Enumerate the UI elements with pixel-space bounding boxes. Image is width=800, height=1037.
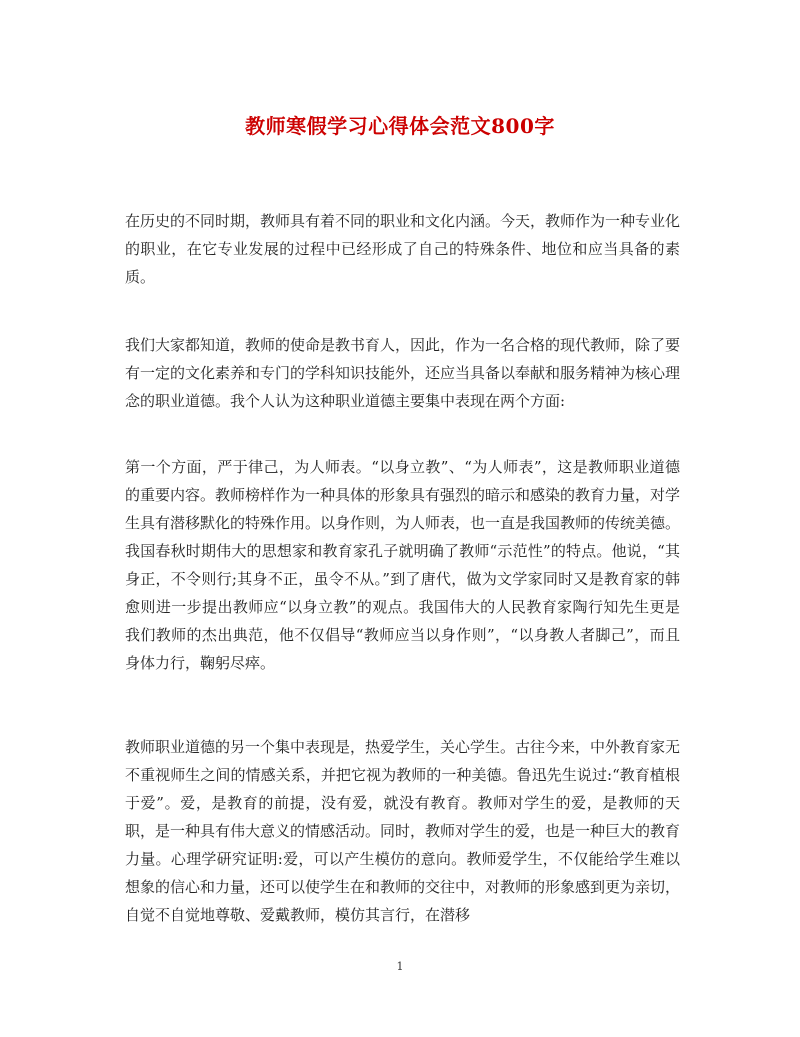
- paragraph-4: [125, 733, 680, 943]
- paragraph-text: 教师职业道德的另一个集中表现是，热爱学生，关心学生。古往今来，中外教育家无不重视师生之间的情感关系，并把它视为教师的一种美德。鲁迅先生说过:“教育植根于爱”。爱，是教育的前提，没有爱，就没有教育。教师对学生的爱，是教师的天职，是一种具有伟大意义的情感活动。同时，教师对学生的爱，也是一种巨大的教育力量。心理学研究证明:爱，可以产生模仿的意向。教师爱学生，不仅能给学生难以想象的信心和力量，还可以使学生在和教师的交往中，对教师的形象感到更为亲切，自觉不自觉地尊敬、爱戴教师，模仿其言行，在潜移: [125, 738, 680, 924]
- paragraph-1: [125, 207, 680, 291]
- page-number: 1: [396, 960, 404, 973]
- paragraph-3: [125, 453, 680, 677]
- document-title: 教师寒假学习心得体会范文800字: [245, 114, 555, 138]
- paragraph-2: [125, 331, 680, 415]
- paragraph-text: 在历史的不同时期，教师具有着不同的职业和文化内涵。今天，教师作为一种专业化的职业，在它专业发展的过程中已经形成了自己的特殊条件、地位和应当具备的素质。: [125, 212, 681, 286]
- paragraph-text: 第一个方面，严于律己，为人师表。“以身立教”、“为人师表”，这是教师职业道德的重要内容。教师榜样作为一种具体的形象具有强烈的暗示和感染的教育力量，对学生具有潜移默化的特殊作用。以身作则，为人师表，也一直是我国教师的传统美德。我国春秋时期伟大的思想家和教育家孔子就明确了教师“示范性”的特点。他说，“其身正，不令则行;其身不正，虽令不从。”到了唐代，做为文学家同时又是教育家的韩愈则进一步提出教师应“以身立教”的观点。我国伟大的人民教育家陶行知先生更是我们教师的杰出典范，他不仅倡导“教师应当以身作则”，“以身教人者脚己”，而且身体力行，鞠躬尽瘁。: [125, 458, 681, 672]
- paragraph-text: 我们大家都知道，教师的使命是教书育人，因此，作为一名合格的现代教师，除了要有一定的文化素养和专门的学科知识技能外，还应当具备以奉献和服务精神为核心理念的职业道德。我个人认为这种职业道德主要集中表现在两个方面:: [125, 336, 681, 410]
